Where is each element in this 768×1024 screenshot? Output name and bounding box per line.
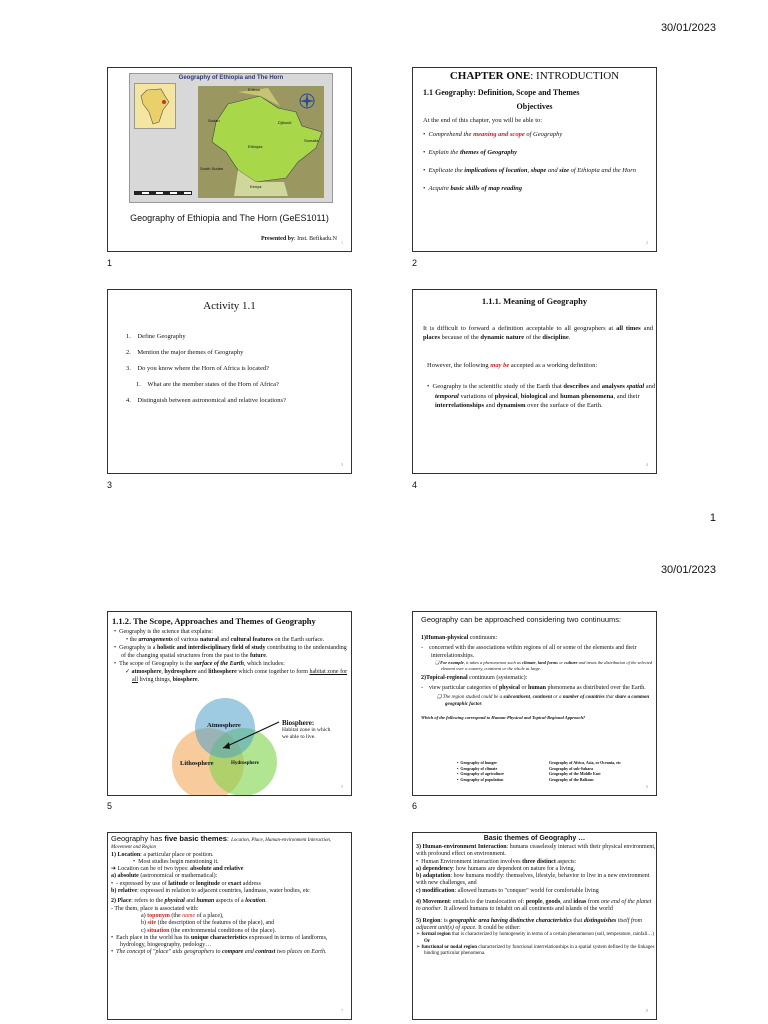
scope-line-2: • Geography is a holistic and interdisciplinary field of study contributing to the understanding of the changing spatial structures from the past to the future. bbox=[114, 645, 347, 659]
basic-themes-body bbox=[416, 844, 656, 957]
right-example: Geography of Africa, Asia, or Oceania, etc bbox=[549, 760, 622, 765]
scale-bar bbox=[134, 191, 192, 195]
continuum-2-desc: - view particular categories of physical or human phenomena as distributed over the Earth. bbox=[421, 685, 646, 691]
spheres-venn-diagram bbox=[163, 698, 293, 796]
relative-location: b) relative: expressed in relation to adjacent countries, landmass, water bodies, etc bbox=[111, 888, 310, 895]
slide-number-2: 2 bbox=[412, 258, 418, 268]
ethiopia-map bbox=[129, 73, 333, 203]
meaning-p2: However, the following may be accepted as a working definition: bbox=[427, 362, 598, 369]
meaning-title: 1.1.1. Meaning of Geography bbox=[481, 296, 588, 306]
location-types: ➔ Location can be of two types: absolute and relative bbox=[111, 866, 244, 873]
activity-item-4: 4. Distinguish between astronomical and relative locations? bbox=[126, 397, 286, 404]
slide-number-6: 6 bbox=[412, 801, 418, 811]
slide-corner-mark: 6 bbox=[646, 784, 648, 789]
course-title: Geography of Ethiopia and The Horn (GeES1011) bbox=[130, 213, 329, 223]
absolute-location: a) absolute (astronomical or mathematical): bbox=[111, 873, 218, 880]
activity-subitem: 1. What are the member states of the Horn of Africa? bbox=[136, 381, 279, 388]
objectives-intro: At the end of this chapter, you will be able to: bbox=[423, 117, 543, 124]
atmosphere-label: Atmosphere bbox=[207, 722, 241, 729]
biosphere-note bbox=[282, 720, 338, 741]
map-label-eritrea: Eritrea bbox=[248, 87, 260, 92]
slide-6 bbox=[412, 611, 657, 796]
place-unique: • Each place in the world has its unique characteristics expressed in terms of landforms, hydrology, biogeography, pedology… bbox=[111, 934, 328, 949]
objective-3: • Explicate the implications of location, shape and size of Ethiopia and the Horn bbox=[423, 167, 636, 174]
basic-themes-title: Basic themes of Geography … bbox=[483, 835, 586, 842]
place-heading: 2) Place: refers to the physical and human aspects of a location. bbox=[111, 898, 267, 905]
activity-item-1: 1. Define Geography bbox=[126, 333, 186, 340]
activity-list bbox=[126, 332, 346, 405]
slide-3 bbox=[107, 289, 352, 474]
hei-heading: 3) Human-environment Interaction: humans ceaselessly interact with their physical environment, with profound effect on environment. bbox=[416, 844, 656, 858]
map-label-ethiopia: Ethiopia bbox=[248, 144, 263, 149]
continuum-1-desc: - concerned with the associations within regions of all or some of the elements and their interrelationships. bbox=[421, 645, 637, 659]
themes-title: Geography has five basic themes: Location, Place, Human-environment Interaction, Movement and Region bbox=[111, 834, 332, 851]
compass-icon bbox=[298, 92, 316, 110]
definition-bullet: • Geography is the scientific study of the Earth that describes and analyses spatial and temporal variations of physical, biological and human phenomena, and their interrelationships and dynamism over the surface of the Earth. bbox=[427, 383, 656, 409]
slide-4 bbox=[412, 289, 657, 474]
slide-corner-mark: 1 bbox=[341, 240, 343, 245]
biosphere-title: Biosphere: bbox=[282, 719, 315, 727]
approach-title: Geography can be approached considering two continuums: bbox=[421, 615, 622, 624]
approach-examples-left bbox=[457, 760, 545, 782]
location-sub: • Most studies begin mentioning it. bbox=[133, 858, 219, 865]
presented-by bbox=[261, 236, 337, 242]
slide-corner-mark: 7 bbox=[341, 1008, 343, 1013]
africa-inset-icon bbox=[134, 83, 176, 129]
slide-7 bbox=[107, 832, 352, 1020]
slide-corner-mark: 5 bbox=[341, 784, 343, 789]
objective-4: • Acquire basic skills of map reading bbox=[423, 185, 523, 192]
approach-body bbox=[421, 634, 653, 722]
section-subtitle: 1.1 Geography: Definition, Scope and Themes bbox=[423, 88, 580, 97]
map-label-kenya: Kenya bbox=[250, 184, 262, 189]
slide-8 bbox=[412, 832, 657, 1020]
chapter-label: CHAPTER ONE bbox=[449, 70, 531, 82]
chapter-name: : INTRODUCTION bbox=[530, 70, 620, 82]
left-example: • Geography of agriculture bbox=[457, 771, 504, 776]
continuum-1-heading: 1)Human-physical continuum: bbox=[421, 635, 498, 641]
hydrosphere-label: Hydrosphere bbox=[231, 761, 259, 766]
continuum-2-heading: 2)Topical-regional continuum (systematic): bbox=[421, 675, 528, 681]
continuum-1-example: ❑ For example, it takes a phenomenon such as climate, land forms or culture and treats the distribution of the selected element over a country, continent or the whole at large. bbox=[435, 660, 653, 671]
objective-1: • Comprehend the meaning and scope of Geography bbox=[423, 131, 563, 138]
slide-number-1: 1 bbox=[107, 258, 113, 268]
slide-2 bbox=[412, 67, 657, 252]
absolute-desc: • - expressed by use of latitude or longitude or exact address bbox=[111, 880, 261, 887]
page-number: 1 bbox=[709, 512, 716, 524]
approach-question: Which of the following correspond to Human-Physical and Topical-Regional Approach? bbox=[421, 715, 586, 720]
slide-1 bbox=[107, 67, 352, 252]
objective-2: • Explain the themes of Geography bbox=[423, 149, 518, 156]
place-association: - The them, place is associated with: bbox=[111, 905, 199, 912]
hei-dependency: a) dependency: how humans are dependent on nature for a living, bbox=[416, 865, 576, 872]
location-heading: 1) Location: a particular place or position. bbox=[111, 851, 214, 858]
presented-by-label: Presented by bbox=[260, 236, 294, 242]
activity-item-2: 2. Mention the major themes of Geography bbox=[126, 349, 244, 356]
slide-number-3: 3 bbox=[107, 480, 113, 490]
slide-number-5: 5 bbox=[107, 801, 113, 811]
right-example: Geography of sub-Sahara bbox=[549, 765, 594, 771]
activity-item-3: 3. Do you know where the Horn of Africa is located? bbox=[126, 365, 269, 372]
scope-line-3: • The scope of Geography is the surface of the Earth, which includes: bbox=[114, 661, 285, 667]
right-example: Geography of the Balkans bbox=[549, 776, 594, 782]
presenter-name: : Inst. Befikadu.N bbox=[294, 236, 337, 242]
objectives-list bbox=[423, 129, 648, 195]
left-example: • Geography of climate bbox=[457, 765, 498, 771]
place-compare: • The concept of "place" aids geographers to compare and contrast two places on Earth. bbox=[111, 949, 327, 956]
place-toponym: a) toponym (the name of a place), bbox=[141, 912, 224, 919]
movement-theme: 4) Movement: entails to the translocation of: people, goods, and ideas from one end of the planet to another. It allowed humans to inhabit on all continents and islands of the world bbox=[416, 899, 652, 913]
slide-corner-mark: 4 bbox=[646, 462, 648, 467]
scope-line-1: • Geography is the science that explains: bbox=[114, 629, 213, 635]
themes-body bbox=[111, 835, 351, 957]
date-header-second: 30/01/2023 bbox=[660, 564, 716, 576]
scope-title: 1.1.2. The Scope, Approaches and Themes of Geography bbox=[112, 616, 316, 626]
scope-line-3a: ✓ atmosphere, hydrosphere and lithosphere which come together to form habitat zone for all living things, biosphere. bbox=[125, 669, 348, 683]
map-label-south-sudan: South Sudan bbox=[200, 166, 224, 171]
functional-region: ➢ functional or nodal region characterized by functional interrelationships in a spatial system defined by the linkages binding particular phenomena. bbox=[416, 944, 655, 957]
scope-line-1a: • the arrangements of various natural and cultural features on the Earth surface. bbox=[126, 637, 325, 643]
slide-5 bbox=[107, 611, 352, 796]
right-example: Geography of the Middle East bbox=[549, 771, 601, 776]
region-theme: 5) Region: is geographic area having distinctive characteristics that distinguishes itself from adjacent unit(s) of space. It could be either: bbox=[416, 917, 642, 931]
chapter-title bbox=[413, 70, 656, 82]
left-example: • Geography of population bbox=[457, 776, 504, 782]
approach-examples-right bbox=[549, 760, 653, 782]
map-label-sudan: Sudan bbox=[208, 118, 220, 123]
slide-number-4: 4 bbox=[412, 480, 418, 490]
slide-corner-mark: 3 bbox=[341, 462, 343, 467]
slide-corner-mark: 8 bbox=[646, 1008, 648, 1013]
lithosphere-label: Lithosphere bbox=[180, 760, 214, 767]
meaning-p1: It is difficult to forward a definition acceptable to all geographers at all times and places because of the dynamic nature of the discipline. bbox=[423, 325, 653, 341]
scope-text bbox=[114, 628, 348, 684]
place-situation: c) situation (the environmental conditions of the place). bbox=[141, 927, 276, 934]
date-header-top: 30/01/2023 bbox=[660, 22, 716, 34]
left-example: • Geography of hunger bbox=[457, 760, 498, 765]
hei-aspects: • Human Environment interaction involves three distinct aspects: bbox=[416, 858, 577, 865]
place-site: b) site (the description of the features of the place), and bbox=[141, 920, 275, 927]
map-label-djibouti: Djibouti bbox=[278, 120, 292, 125]
map-label-somalia: Somalia bbox=[304, 138, 319, 143]
hei-adaptation: b) adaptation: how humans modify: themselves, lifestyle, behavior to live in a new environment with new challenges, and bbox=[416, 873, 650, 887]
continuum-2-example: ❑ The region studied could be a subcontinent, continent or a number of countries that share a common geographic factor. bbox=[437, 695, 650, 707]
objectives-heading: Objectives bbox=[516, 102, 553, 111]
activity-title: Activity 1.1 bbox=[203, 300, 256, 312]
map-body bbox=[198, 86, 324, 198]
formal-region: ➢ formal region that is characterized by homogeneity in terms of a certain phenomenon (soil, temperature, rainfall…) Or bbox=[416, 932, 654, 944]
hei-modification: c) modification: allowed humans to "conquer" world for comfortable living bbox=[416, 887, 599, 894]
slide-corner-mark: 2 bbox=[646, 240, 648, 245]
map-title: Geography of Ethiopia and The Horn bbox=[178, 75, 284, 81]
biosphere-text: Habitat zone in which we able to live. bbox=[282, 727, 331, 740]
